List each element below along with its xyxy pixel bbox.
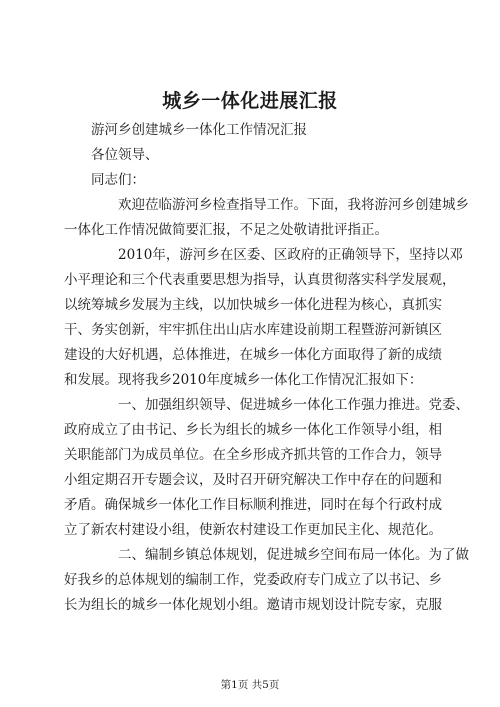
page-number-footer: 第1页 共5页 bbox=[220, 679, 280, 691]
body-line: 一体化工作情况做简要汇报，不足之处敬请批评指正。 bbox=[64, 222, 388, 238]
body-line: 各位领导、 bbox=[91, 147, 159, 163]
body-line: 政府成立了由书记、乡长为组长的城乡一体化工作领导小组，相 bbox=[64, 422, 442, 438]
body-line: 以统筹城乡发展为主线，以加快城乡一体化进程为核心，真抓实 bbox=[64, 297, 442, 313]
body-line: 二、编制乡镇总体规划，促进城乡空间布局一体化。为了做 bbox=[118, 547, 469, 563]
body-line: 长为组长的城乡一体化规划小组。邀请市规划设计院专家，克服 bbox=[64, 597, 442, 613]
body-line: 干、务实创新，牢牢抓住出山店水库建设前期工程暨游河新镇区 bbox=[64, 322, 442, 338]
document-title: 城乡一体化进展汇报 bbox=[162, 90, 338, 112]
body-line: 建设的大好机遇，总体推进，在城乡一体化方面取得了新的成绩 bbox=[64, 347, 442, 363]
body-line: 和发展。现将我乡2010年度城乡一体化工作情况汇报如下： bbox=[64, 372, 423, 388]
body-line: 欢迎莅临游河乡检查指导工作。下面，我将游河乡创建城乡 bbox=[118, 197, 469, 213]
body-line: 关职能部门为成员单位。在全乡形成齐抓共管的工作合力，领导 bbox=[64, 447, 442, 463]
body-line: 小组定期召开专题会议，及时召开研究解决工作中存在的问题和 bbox=[64, 472, 442, 488]
body-line: 同志们： bbox=[91, 172, 145, 188]
body-line: 一、加强组织领导、促进城乡一体化工作强力推进。党委、 bbox=[118, 397, 469, 413]
body-line: 小平理论和三个代表重要思想为指导，认真贯彻落实科学发展观， bbox=[64, 272, 456, 288]
body-line: 立了新农村建设小组，使新农村建设工作更加民主化、规范化。 bbox=[64, 522, 442, 538]
body-line: 2010年，游河乡在区委、区政府的正确领导下，坚持以邓 bbox=[118, 247, 463, 263]
body-line: 游河乡创建城乡一体化工作情况汇报 bbox=[91, 122, 307, 138]
body-line: 矛盾。确保城乡一体化工作目标顺利推进，同时在每个行政村成 bbox=[64, 497, 442, 513]
body-line: 好我乡的总体规划的编制工作，党委政府专门成立了以书记、乡 bbox=[64, 572, 442, 588]
document-body bbox=[64, 118, 469, 618]
